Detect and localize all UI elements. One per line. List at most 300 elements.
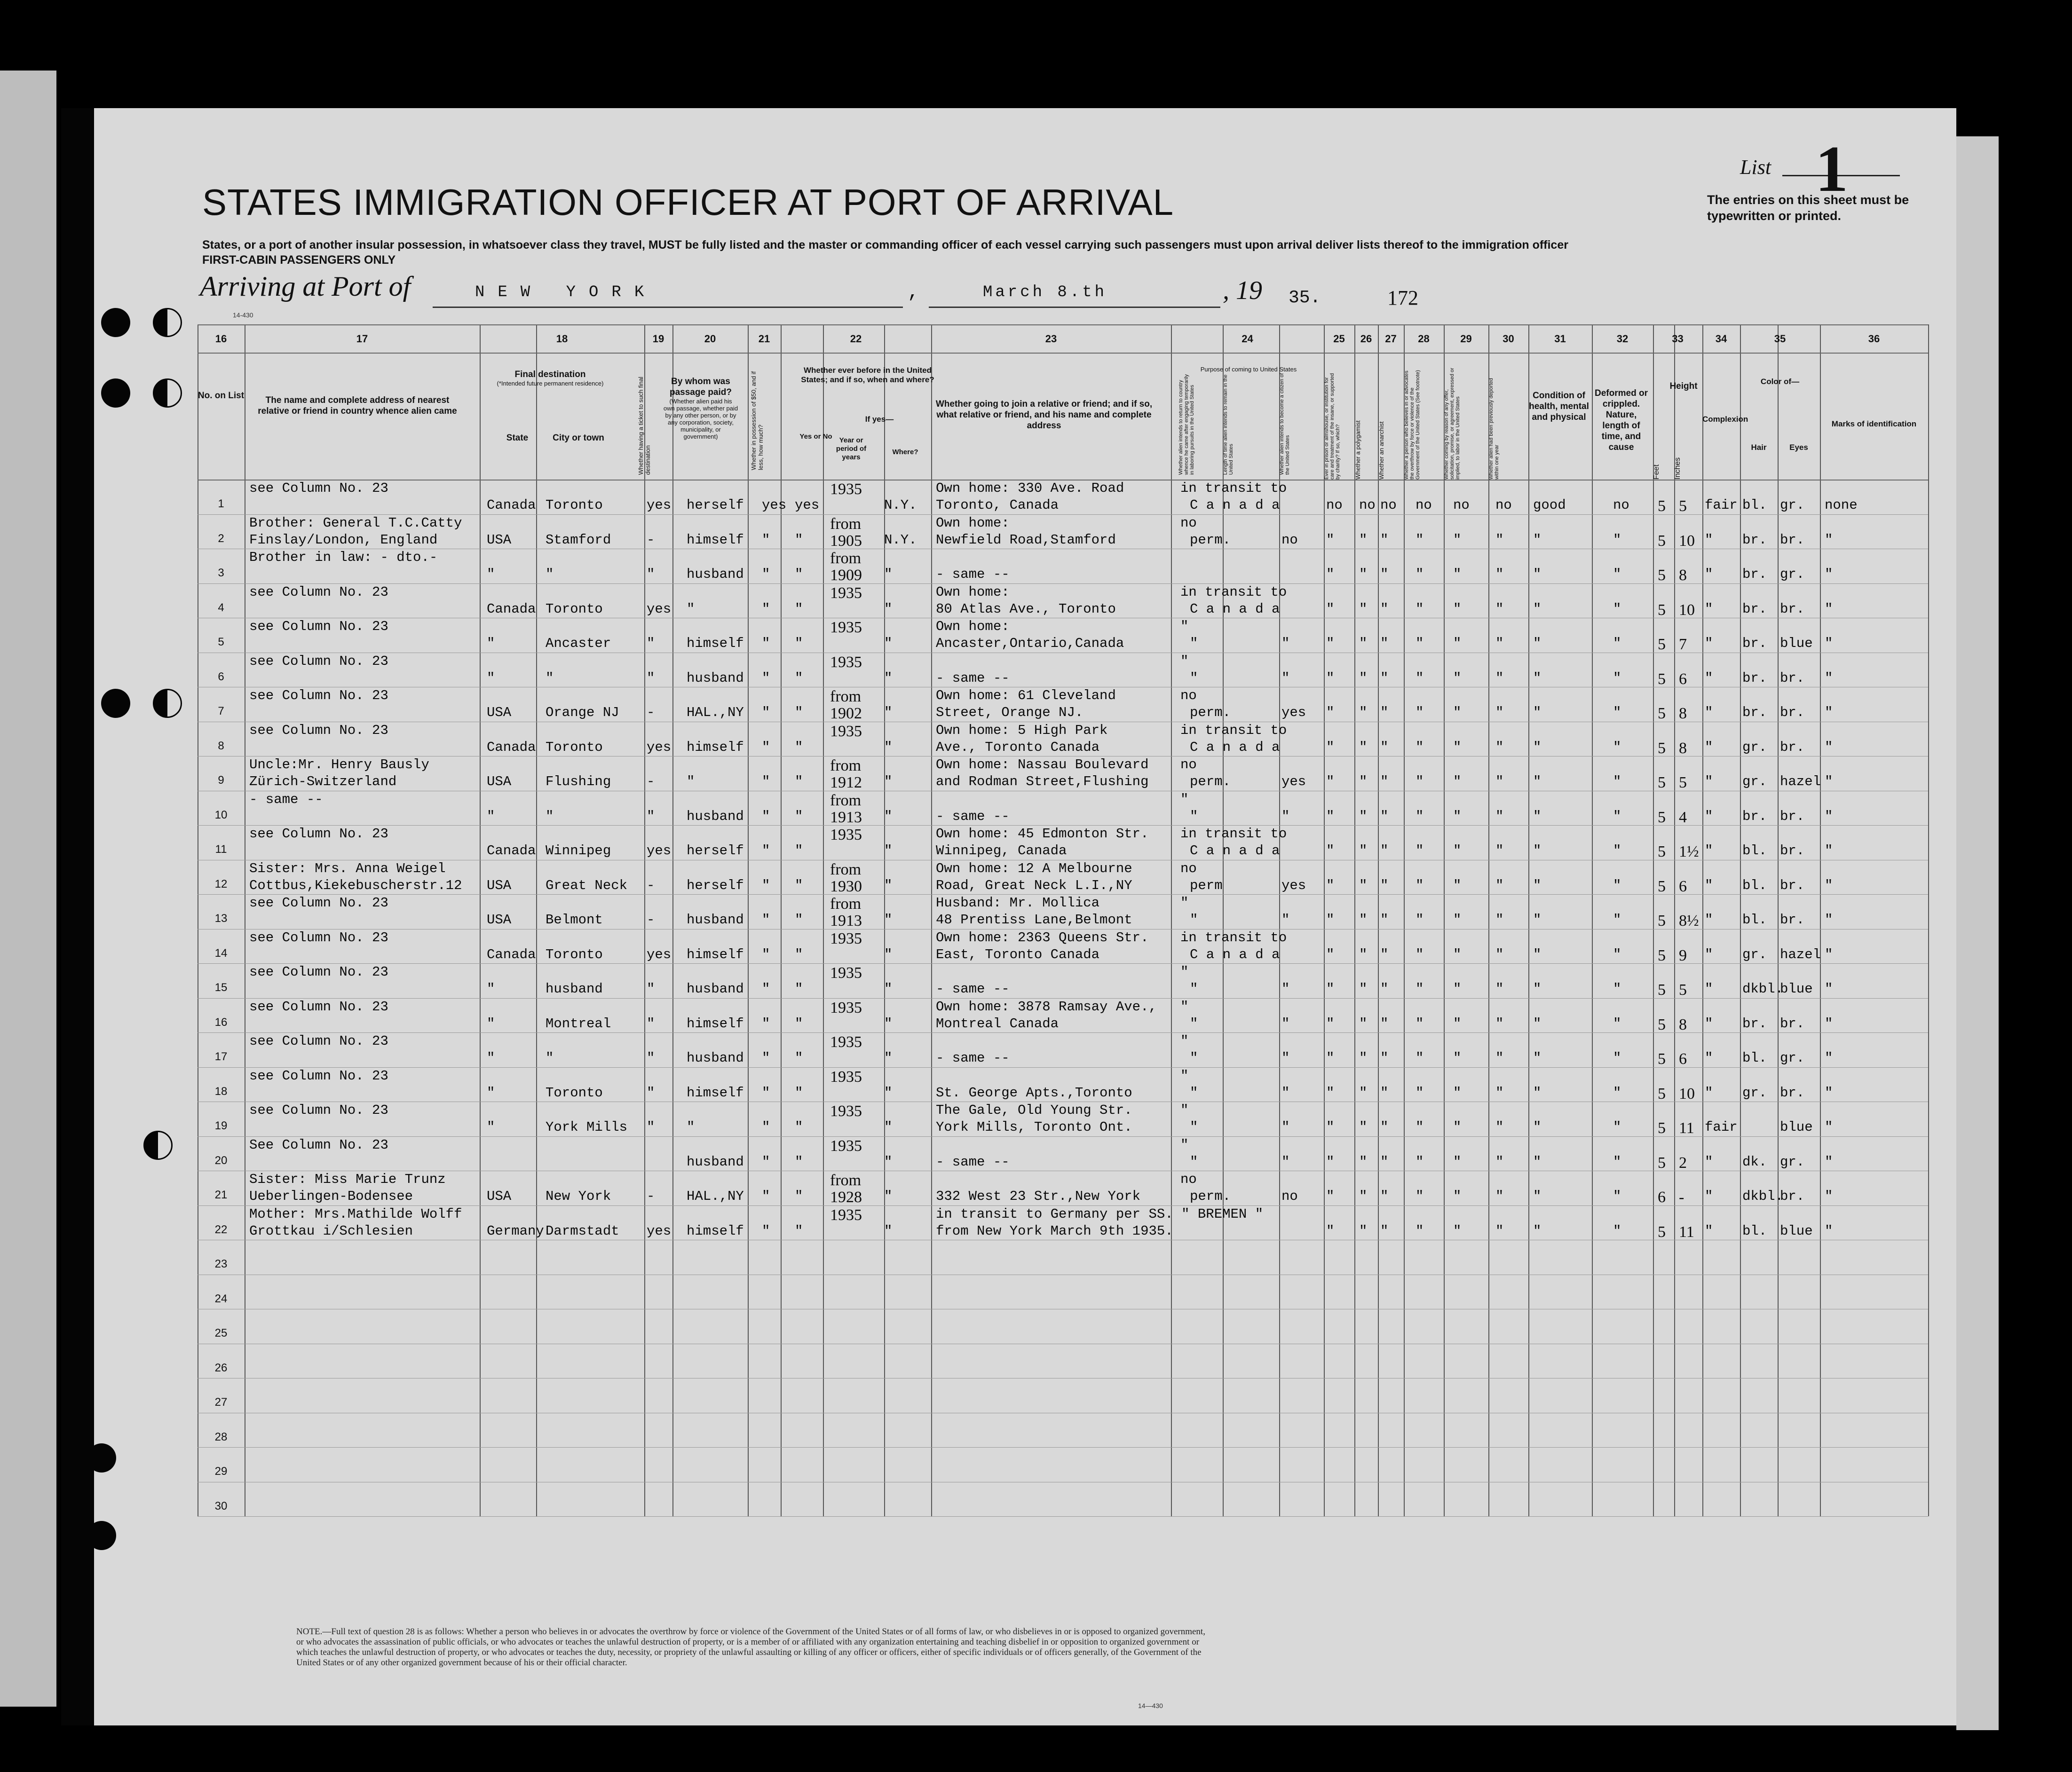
cell-hair: bl.	[1742, 843, 1767, 858]
cell-health: "	[1533, 670, 1542, 686]
cell-city: Toronto	[546, 946, 603, 962]
cell-join2: Ancaster,Ontario,Canada	[936, 636, 1124, 651]
header-ticket: Whether having a ticket to such final destination	[637, 377, 651, 475]
cell-join2: and Rodman Street,Flushing	[936, 774, 1149, 789]
cell-paid: "	[687, 601, 695, 617]
cell-rel1: see Column No. 23	[249, 964, 388, 980]
cell-p1: "	[1180, 1137, 1189, 1153]
cell-hair: bl.	[1742, 1050, 1767, 1066]
cell-deformed: "	[1613, 567, 1621, 582]
cell-city: Winnipeg	[546, 843, 611, 858]
cell-state: USA	[487, 774, 512, 789]
arrival-year-prefix: , 19	[1223, 276, 1262, 305]
cell-feet: 5	[1658, 601, 1666, 619]
cell-city: New York	[546, 1189, 611, 1204]
cell-eyes: br.	[1780, 705, 1805, 720]
cell-join2: from New York March 9th 1935.	[936, 1223, 1173, 1239]
cell-q26: "	[1359, 532, 1368, 548]
cell-hair: br.	[1742, 1016, 1767, 1032]
cell-compl: "	[1705, 1223, 1713, 1239]
cell-ticket: yes	[647, 497, 672, 513]
cell-state: "	[487, 1085, 495, 1101]
cell-year1: 1935	[830, 1033, 862, 1051]
row-number: 23	[214, 1258, 228, 1270]
cell-p1: "	[1180, 895, 1189, 911]
cell-hair: br.	[1742, 567, 1767, 582]
header-possession-50: Whether in possession of $50, and if less, how much?	[750, 371, 764, 470]
cell-year1: 1935	[830, 1206, 862, 1224]
column-number: 28	[1418, 333, 1430, 345]
port-underline	[433, 307, 903, 308]
cell-q27: "	[1380, 877, 1389, 893]
cell-q26: "	[1359, 1085, 1368, 1101]
cell-rel2: Zürich-Switzerland	[249, 774, 397, 789]
cell-p3: "	[1281, 1119, 1290, 1135]
row-number: 26	[214, 1361, 228, 1374]
cell-year1: 1935	[830, 964, 862, 982]
punch-hole	[87, 1443, 116, 1473]
cell-eyes: gr.	[1780, 567, 1805, 582]
cell-feet: 5	[1658, 567, 1666, 584]
cell-year1: 1935	[830, 929, 862, 947]
punch-hole	[143, 1131, 173, 1160]
cell-p2: "	[1190, 1085, 1198, 1101]
instructions	[202, 237, 1613, 268]
cell-q25: "	[1326, 946, 1335, 962]
cell-compl: "	[1705, 877, 1713, 893]
cell-rel1: see Column No. 23	[249, 653, 388, 669]
row-number: 10	[214, 808, 228, 821]
cell-join2: Toronto, Canada	[936, 497, 1059, 513]
cell-q25: "	[1326, 843, 1335, 858]
cell-hair: gr.	[1742, 1085, 1767, 1101]
column-number: 31	[1554, 333, 1566, 345]
cell-deformed: "	[1613, 601, 1621, 617]
row-rule	[198, 514, 1928, 515]
cell-q28: "	[1416, 774, 1424, 789]
cell-q30: no	[1495, 497, 1512, 513]
arrival-port: NEW YORK	[475, 284, 657, 301]
cell-q30: "	[1495, 843, 1504, 858]
cell-q29: "	[1453, 946, 1462, 962]
cell-where: "	[884, 912, 893, 928]
punch-hole	[101, 378, 130, 408]
cell-p2: C a n a d a	[1190, 601, 1280, 617]
cell-year2: 1909	[830, 567, 862, 584]
cell-feet: 5	[1658, 1016, 1666, 1033]
cell-p1: in transit to	[1180, 584, 1287, 600]
cell-hair: gr.	[1742, 774, 1767, 789]
cell-marks: "	[1825, 808, 1833, 824]
cell-ticket: yes	[647, 739, 672, 755]
cell-p3: no	[1281, 532, 1298, 548]
cell-q29: "	[1453, 843, 1462, 858]
cell-p1: in transit to	[1180, 480, 1287, 496]
cell-q27: "	[1380, 705, 1389, 720]
cell-join1: Own home: 61 Cleveland	[936, 688, 1116, 703]
header-state: State	[506, 433, 529, 443]
column-number: 22	[850, 333, 862, 345]
column-number: 36	[1868, 333, 1880, 345]
cell-deformed: "	[1613, 843, 1621, 858]
cell-year1: 1935	[830, 584, 862, 602]
cell-health: "	[1533, 912, 1542, 928]
cell-q25: "	[1326, 808, 1335, 824]
column-rule	[1324, 324, 1325, 1516]
cell-p2: "	[1190, 808, 1198, 824]
cell-q30: "	[1495, 946, 1504, 962]
cell-city: Toronto	[546, 739, 603, 755]
cell-feet: 5	[1658, 1154, 1666, 1172]
cell-inches: 8½	[1679, 912, 1699, 929]
cell-p3: yes	[1281, 877, 1306, 893]
row-number: 28	[214, 1430, 228, 1443]
column-number: 18	[556, 333, 568, 345]
row-number: 15	[214, 981, 228, 994]
cell-marks: "	[1825, 601, 1833, 617]
cell-feet: 5	[1658, 1050, 1666, 1068]
cell-deformed: "	[1613, 1189, 1621, 1204]
column-rule	[536, 324, 537, 1516]
cell-year1: 1935	[830, 999, 862, 1016]
cell-year1: 1935	[830, 619, 862, 636]
cell-hair: gr.	[1742, 739, 1767, 755]
cell-q27: "	[1380, 636, 1389, 651]
row-number: 27	[214, 1396, 228, 1409]
cell-q29: "	[1453, 1085, 1462, 1101]
row-number: 8	[218, 739, 224, 752]
row-rule	[198, 1516, 1928, 1517]
cell-before: "	[795, 532, 803, 548]
cell-q28: "	[1416, 1050, 1424, 1066]
cell-deformed: "	[1613, 739, 1621, 755]
cell-q28: "	[1416, 1223, 1424, 1239]
cell-q28: "	[1416, 1154, 1424, 1170]
cell-q28: "	[1416, 1119, 1424, 1135]
header-height: Height	[1669, 381, 1698, 391]
cell-where: "	[884, 808, 893, 824]
entries-note: The entries on this sheet must be typewritten or printed.	[1707, 193, 1909, 223]
cell-q28: no	[1416, 497, 1432, 513]
cell-q27: "	[1380, 601, 1389, 617]
cell-eyes: blue	[1780, 1223, 1813, 1239]
cell-year1: 1935	[830, 480, 862, 498]
cell-q26: "	[1359, 739, 1368, 755]
cell-marks: "	[1825, 912, 1833, 928]
cell-fifty: "	[762, 1223, 770, 1239]
cell-p1: "	[1180, 791, 1189, 807]
cell-paid: himself	[687, 739, 744, 755]
cell-join1: The Gale, Old Young Str.	[936, 1103, 1132, 1118]
cell-where: "	[884, 1223, 893, 1239]
cell-eyes: blue	[1780, 981, 1813, 997]
cell-marks: "	[1825, 739, 1833, 755]
cell-p2: perm.	[1190, 532, 1231, 548]
cell-p1: in transit to	[1180, 722, 1287, 738]
cell-join2: - same --	[936, 808, 1010, 824]
cell-compl: "	[1705, 532, 1713, 548]
cell-hair: br.	[1742, 636, 1767, 651]
header-eyes: Eyes	[1789, 443, 1808, 452]
cell-fifty: "	[762, 1154, 770, 1170]
column-number: 35	[1774, 333, 1786, 345]
cell-deformed: "	[1613, 808, 1621, 824]
cell-q29: "	[1453, 774, 1462, 789]
cell-where: "	[884, 636, 893, 651]
cell-city: Great Neck	[546, 877, 628, 893]
cell-deformed: "	[1613, 877, 1621, 893]
cell-rel1: see Column No. 23	[249, 1033, 388, 1049]
header-rule	[198, 324, 1928, 325]
cell-feet: 5	[1658, 981, 1666, 999]
cell-ticket: "	[647, 981, 655, 997]
cell-q29: "	[1453, 739, 1462, 755]
row-rule	[198, 1447, 1928, 1448]
cell-health: good	[1533, 497, 1566, 513]
punch-hole	[101, 689, 130, 718]
cell-where: "	[884, 1189, 893, 1204]
cell-q30: "	[1495, 636, 1504, 651]
cell-where: "	[884, 670, 893, 686]
cell-year1: from	[830, 688, 862, 705]
cell-inches: 11	[1679, 1119, 1694, 1137]
cell-p1: "	[1180, 999, 1189, 1015]
cell-inches: 8	[1679, 739, 1687, 757]
cell-ticket: "	[647, 1119, 655, 1135]
cell-rel1: Sister: Miss Marie Trunz	[249, 1172, 446, 1187]
cell-marks: "	[1825, 946, 1833, 962]
cell-q30: "	[1495, 532, 1504, 548]
cell-fifty: "	[762, 774, 770, 789]
header-purpose-citizen: Whether alien intends to become a citizen of the United States	[1279, 373, 1290, 475]
cell-marks: "	[1825, 1154, 1833, 1170]
cell-deformed: "	[1613, 670, 1621, 686]
cell-rel2: Grottkau i/Schlesien	[249, 1223, 413, 1239]
cell-deformed: "	[1613, 1223, 1621, 1239]
cell-hair: gr.	[1742, 946, 1767, 962]
punch-hole	[87, 1521, 116, 1550]
header-purpose-return: Whether alien intends to return to country whence he came after engaging temporarily in laboring pursuits in the United States	[1178, 374, 1195, 475]
cell-q26: "	[1359, 808, 1368, 824]
header-feet: Feet	[1653, 464, 1661, 480]
cell-marks: "	[1825, 1016, 1833, 1032]
column-rule	[1820, 324, 1821, 1516]
cell-city: York Mills	[546, 1119, 628, 1135]
cell-q29: "	[1453, 636, 1462, 651]
cell-q26: "	[1359, 601, 1368, 617]
cell-q30: "	[1495, 1223, 1504, 1239]
cell-inches: 6	[1679, 877, 1687, 895]
cell-q30: "	[1495, 808, 1504, 824]
cell-health: "	[1533, 1085, 1542, 1101]
column-rule	[1653, 324, 1654, 1516]
sheet-number: 172	[1387, 286, 1418, 309]
cell-marks: "	[1825, 981, 1833, 997]
cell-q25: no	[1326, 497, 1343, 513]
column-rule	[1171, 324, 1172, 1516]
previous-page-edge	[0, 71, 56, 1707]
cell-city: Toronto	[546, 1085, 603, 1101]
cell-q26: "	[1359, 1189, 1368, 1204]
cell-feet: 5	[1658, 1223, 1666, 1241]
header-anarchist: Whether an anarchist	[1378, 421, 1385, 480]
cell-rel1: Uncle:Mr. Henry Bausly	[249, 757, 429, 772]
cell-ticket: "	[647, 636, 655, 651]
cell-eyes: blue	[1780, 636, 1813, 651]
row-number: 1	[218, 497, 224, 510]
cell-hair: dkbl.	[1742, 981, 1784, 997]
cell-q25: "	[1326, 774, 1335, 789]
cell-year1: 1935	[830, 653, 862, 671]
cell-q27: "	[1380, 774, 1389, 789]
cell-join2: - same --	[936, 981, 1010, 997]
cell-eyes: br.	[1780, 739, 1805, 755]
header-city: City or town	[553, 433, 604, 443]
cell-fifty: "	[762, 1189, 770, 1204]
cell-q28: "	[1416, 739, 1424, 755]
cell-eyes: hazel	[1780, 774, 1821, 789]
cell-q30: "	[1495, 774, 1504, 789]
cell-paid: himself	[687, 636, 744, 651]
cell-before: "	[795, 705, 803, 720]
cell-rel1: see Column No. 23	[249, 1103, 388, 1118]
cell-p1: in transit to	[1180, 826, 1287, 842]
cell-fifty: "	[762, 1119, 770, 1135]
cell-ticket: -	[647, 912, 655, 928]
cell-join2: Montreal Canada	[936, 1016, 1059, 1032]
cell-compl: "	[1705, 912, 1713, 928]
cell-q26: "	[1359, 1016, 1368, 1032]
cell-q25: "	[1326, 601, 1335, 617]
cell-eyes: gr.	[1780, 1050, 1805, 1066]
cell-rel1: see Column No. 23	[249, 929, 388, 945]
cell-feet: 6	[1658, 1189, 1666, 1206]
cell-q25: "	[1326, 567, 1335, 582]
cell-eyes: br.	[1780, 877, 1805, 893]
cell-state: USA	[487, 705, 512, 720]
cell-join2: - same --	[936, 670, 1010, 686]
cell-before: "	[795, 601, 803, 617]
cell-q30: "	[1495, 567, 1504, 582]
cell-inches: 10	[1679, 601, 1695, 619]
cell-join1: Own home: 45 Edmonton Str.	[936, 826, 1149, 842]
cell-marks: "	[1825, 532, 1833, 548]
cell-inches: -	[1679, 1189, 1684, 1206]
column-number: 25	[1333, 333, 1345, 345]
cell-p3: "	[1281, 1154, 1290, 1170]
cell-q27: "	[1380, 808, 1389, 824]
cell-before: "	[795, 1189, 803, 1204]
column-rule	[1528, 324, 1529, 1516]
cell-state: Canada	[487, 497, 536, 513]
cell-year2: 1905	[830, 532, 862, 550]
cell-before: yes	[795, 497, 820, 513]
row-rule	[198, 825, 1928, 826]
cell-state: "	[487, 1050, 495, 1066]
cell-fifty: "	[762, 739, 770, 755]
column-number: 33	[1672, 333, 1684, 345]
cell-join2: - same --	[936, 1154, 1010, 1170]
cell-eyes: blue	[1780, 1119, 1813, 1135]
cell-q29: "	[1453, 1016, 1462, 1032]
punch-hole	[101, 308, 130, 337]
next-page-edge	[1956, 136, 1999, 1730]
cell-q27: "	[1380, 1189, 1389, 1204]
cell-marks: "	[1825, 636, 1833, 651]
cell-before: "	[795, 843, 803, 858]
cell-feet: 5	[1658, 877, 1666, 895]
header-no-on-list: No. on List	[198, 391, 245, 401]
cell-join2: 48 Prentiss Lane,Belmont	[936, 912, 1132, 928]
column-number: 19	[652, 333, 664, 345]
cell-health: "	[1533, 532, 1542, 548]
cell-q29: "	[1453, 532, 1462, 548]
cell-rel1: see Column No. 23	[249, 480, 388, 496]
cell-marks: "	[1825, 1119, 1833, 1135]
cell-deformed: "	[1613, 1085, 1621, 1101]
cell-p3: no	[1281, 1189, 1298, 1204]
cell-city: "	[546, 567, 554, 582]
cell-where: "	[884, 877, 893, 893]
cell-p1: no	[1180, 757, 1197, 772]
cell-fifty: "	[762, 532, 770, 548]
cell-join2: St. George Apts.,Toronto	[936, 1085, 1132, 1101]
cell-q26: "	[1359, 567, 1368, 582]
cell-before: "	[795, 567, 803, 582]
cell-q26: "	[1359, 1223, 1368, 1239]
cell-q26: no	[1359, 497, 1376, 513]
column-rule	[823, 324, 824, 1516]
header-nearest-relative: The name and complete address of nearest relative or friend in country whence alien came	[258, 395, 457, 416]
cell-join1: Own home: 12 A Melbourne	[936, 860, 1132, 876]
cell-inches: 8	[1679, 705, 1687, 722]
cell-state: "	[487, 670, 495, 686]
cell-marks: "	[1825, 1189, 1833, 1204]
cell-fifty: "	[762, 670, 770, 686]
cell-inches: 5	[1679, 497, 1687, 515]
cell-p1: no	[1180, 860, 1197, 876]
cell-q30: "	[1495, 1016, 1504, 1032]
row-number: 20	[214, 1154, 228, 1167]
row-number: 7	[218, 705, 224, 717]
cell-state: Canada	[487, 601, 536, 617]
column-rule	[1378, 324, 1379, 1516]
cell-q25: "	[1326, 1154, 1335, 1170]
cell-paid: himself	[687, 1016, 744, 1032]
row-number: 29	[214, 1465, 228, 1478]
cell-paid: husband	[687, 808, 744, 824]
cell-q30: "	[1495, 1119, 1504, 1135]
header-final-destination	[494, 369, 607, 387]
cell-q26: "	[1359, 774, 1368, 789]
cell-before: "	[795, 912, 803, 928]
cell-paid: "	[687, 774, 695, 789]
cell-p3: yes	[1281, 774, 1306, 789]
column-rule	[1592, 324, 1593, 1516]
cell-fifty: "	[762, 567, 770, 582]
column-rule	[1488, 324, 1489, 1516]
cell-city: Toronto	[546, 601, 603, 617]
cell-q27: "	[1380, 912, 1389, 928]
cell-where: "	[884, 981, 893, 997]
cell-year1: 1935	[830, 826, 862, 843]
cell-rel1: see Column No. 23	[249, 999, 388, 1015]
cell-q28: "	[1416, 877, 1424, 893]
header-complexion: Complexion	[1702, 415, 1748, 424]
cell-hair: bl.	[1742, 912, 1767, 928]
row-number: 19	[214, 1119, 228, 1132]
cell-health: "	[1533, 601, 1542, 617]
